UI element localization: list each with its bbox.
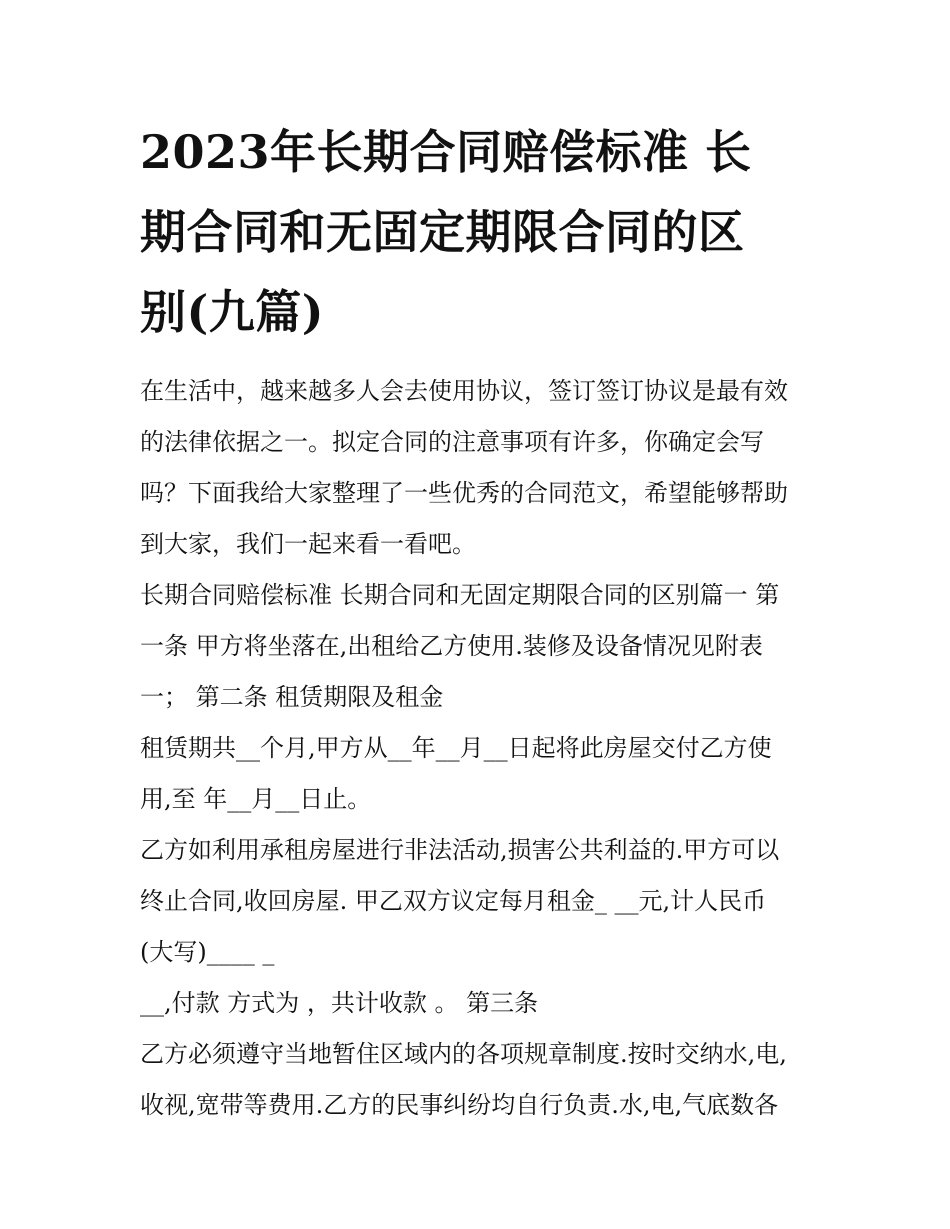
article-one-paragraph bbox=[140, 570, 812, 723]
text-line: 乙方如利用承租房屋进行非法活动,损害公共利益的.甲方可以 bbox=[140, 836, 780, 864]
text-line: 租赁期共__个月,甲方从__年__月__日起将此房屋交付乙方使 bbox=[140, 734, 772, 762]
title-line: 期合同和无固定期限合同的区 bbox=[140, 205, 745, 259]
title-line: 别(九篇) bbox=[140, 285, 325, 339]
payment-paragraph bbox=[140, 978, 812, 1029]
termination-paragraph bbox=[140, 825, 812, 978]
text-line: 一； 第二条 租赁期限及租金 bbox=[140, 683, 444, 711]
title-line: 2023年长期合同赔偿标准 长 bbox=[140, 125, 752, 179]
text-line: 吗？下面我给大家整理了一些优秀的合同范文，希望能够帮助 bbox=[140, 479, 788, 507]
document-title bbox=[140, 112, 812, 352]
text-line: 终止合同,收回房屋. 甲乙双方议定每月租金_ __元,计人民币 bbox=[140, 887, 767, 915]
text-line: __,付款 方式为 ，共计收款 。 第三条 bbox=[140, 989, 539, 1017]
document-body bbox=[140, 366, 812, 1131]
text-line: 收视,宽带等费用.乙方的民事纠纷均自行负责.水,电,气底数各 bbox=[140, 1091, 779, 1119]
text-line: 乙方必须遵守当地暂住区域内的各项规章制度.按时交纳水,电, bbox=[140, 1040, 787, 1068]
text-line: 长期合同赔偿标准 长期合同和无固定期限合同的区别篇一 第 bbox=[140, 581, 780, 609]
text-line: 的法律依据之一。拟定合同的注意事项有许多，你确定会写 bbox=[140, 428, 764, 456]
text-line: (大写)____ _ bbox=[140, 938, 275, 966]
lease-term-paragraph bbox=[140, 723, 812, 825]
intro-paragraph bbox=[140, 366, 812, 570]
text-line: 到大家，我们一起来看一看吧。 bbox=[140, 530, 476, 558]
text-line: 用,至 年__月__日止。 bbox=[140, 785, 372, 813]
text-line: 在生活中，越来越多人会去使用协议，签订签订协议是最有效 bbox=[140, 377, 788, 405]
document-page bbox=[140, 112, 812, 1131]
text-line: 一条 甲方将坐落在,出租给乙方使用.装修及设备情况见附表 bbox=[140, 632, 763, 660]
obligations-paragraph bbox=[140, 1029, 812, 1131]
